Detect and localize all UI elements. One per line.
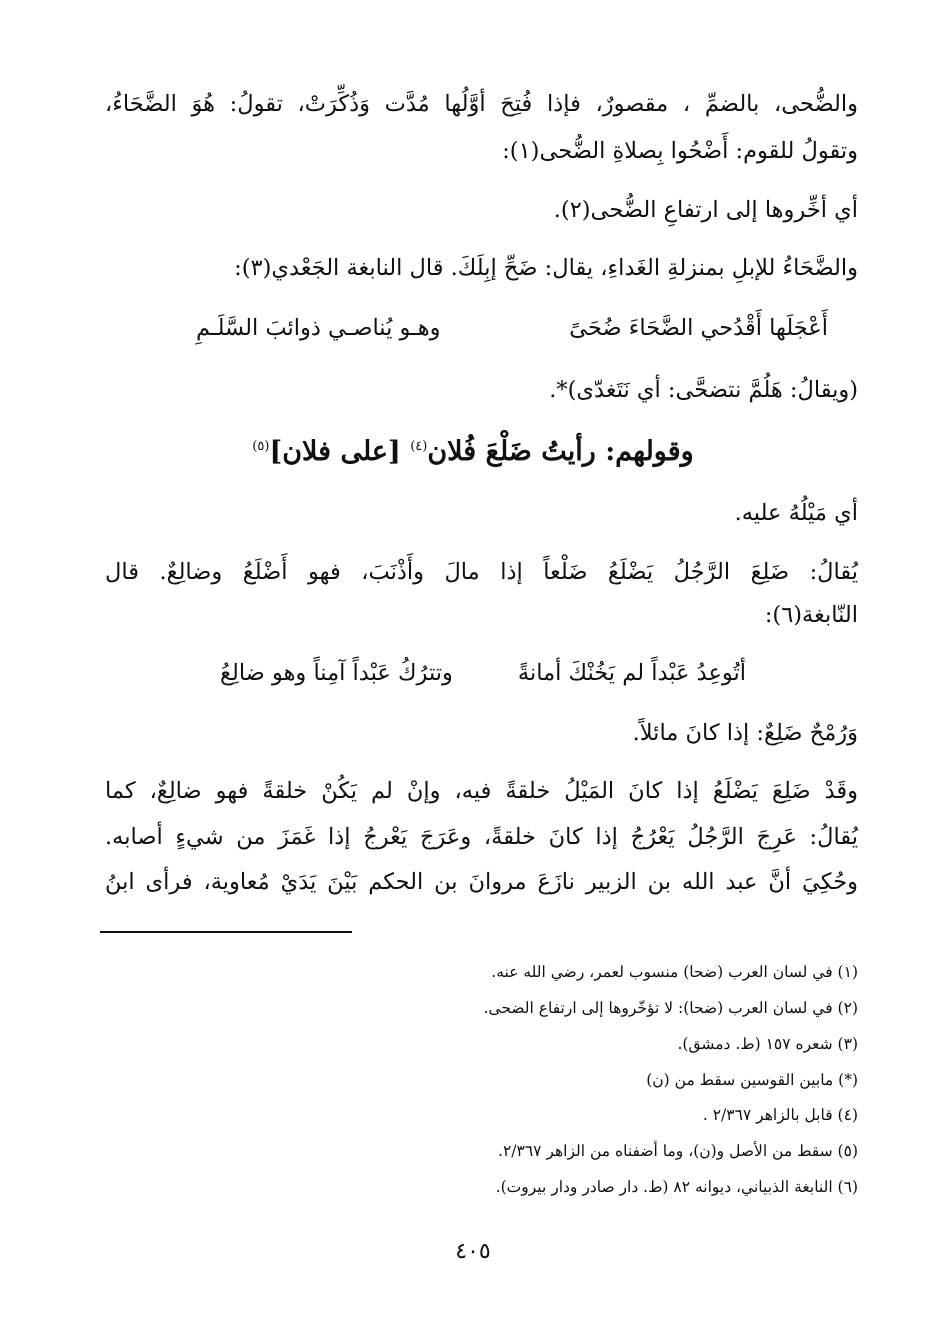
footnote: (١) في لسان العرب (ضحا) منسوب لعمر، رضي الله عنه. — [491, 963, 858, 981]
verse-hemistich-second: وهـو يُناصـي ذوائبَ السَّلَـمِ — [196, 315, 441, 341]
body-line: (ويقالُ: هَلُمَّ نتضحَّى: أي نَتَغدّى)*. — [549, 377, 858, 403]
body-line: يُقالُ: ضَلِعَ الرَّجُلُ يَضْلَعُ ضَلْعاً إذا مالَ وأَذْنَبَ، فهو أَضْلَعُ وضالِعٌ. قال — [105, 559, 858, 585]
body-line: وقَدْ ضَلِعَ يَضْلَعُ إذا كانَ المَيْلُ خلقةً فيه، وإنْ لم يَكُنْ خلقةً فهو ضالِعٌ، كما — [105, 778, 858, 804]
footnote: (٤) قابل بالزاهر ٢/٣٦٧ . — [702, 1106, 858, 1124]
body-line: والضُّحى، بالضمِّ ، مقصورٌ، فإذا فُتِحَ أوَّلُها مُدَّت وَذُكِّرَتْ، تقولُ: هُوَ الضَّحَاءُ، — [105, 91, 858, 117]
body-line: أي مَيْلُهُ عليه. — [734, 500, 858, 526]
body-line: وَرُمْحٌ ضَلِعٌ: إذا كانَ مائلاً. — [632, 720, 858, 746]
page-number: ٤٠٥ — [455, 1239, 491, 1264]
verse-hemistich-first: أَعْجَلَها أَقْدُحي الضَّحَاءَ ضُحَىً — [569, 315, 828, 341]
footnote: (٦) النابغة الذبياني، ديوانه ٨٢ (ط. دار صادر ودار بيروت). — [495, 1178, 858, 1196]
footnote: (٢) في لسان العرب (ضحا): لا تؤخّروها إلى ارتفاع الضحى. — [483, 999, 858, 1017]
footnote-ref: (٥) — [252, 439, 270, 454]
body-line: أي أخِّروها إلى ارتفاعِ الضُّحى(٢). — [553, 197, 858, 223]
body-line: يُقالُ: عَرِجَ الرَّجُلُ يَعْرُجُ إذا كانَ خلقةً، وعَرَجَ يَعْرجُ إذا غَمَزَ من شيءٍ أصابه. — [105, 824, 858, 850]
footnote-ref: (٤) — [410, 439, 428, 454]
body-line: والضَّحَاءُ للإبلِ بمنزلةِ الغَداءِ، يقال: ضَحِّ إبِلَكَ. قال النابغة الجَعْدي(٣): — [234, 255, 858, 281]
body-line: وتقولُ للقوم: أَضْحُوا بِصلاةِ الضُّحى(١): — [502, 138, 858, 164]
body-line: النّابغة(٦): — [764, 602, 858, 628]
footnote: (٥) سقط من الأصل و(ن)، وما أضفناه من الزاهر ٢/٣٦٧. — [498, 1142, 858, 1160]
heading-main: وقولهم: رأيتُ ضَلْعَ فُلان — [427, 436, 694, 467]
body-line: وحُكِيَ أنَّ عبد الله بن الزبير نازَعَ مروانَ بن الحكم بَيْنَ يَدَيْ مُعاوية، فرأى ابنُ — [105, 869, 858, 895]
heading-bracket: [على فلان] — [269, 436, 401, 467]
section-heading — [0, 438, 946, 465]
verse-hemistich-second: وتترُكُ عَبْداً آمِناً وهو ضالِعُ — [220, 660, 453, 686]
footnote: (*) مابين القوسين سقط من (ن) — [646, 1071, 858, 1089]
footnote: (٣) شعره ١٥٧ (ط. دمشق). — [677, 1035, 858, 1053]
footnote-separator — [100, 931, 352, 933]
verse-hemistich-first: أتُوعِدُ عَبْداً لم يَخُنْكَ أمانةً — [517, 660, 746, 686]
